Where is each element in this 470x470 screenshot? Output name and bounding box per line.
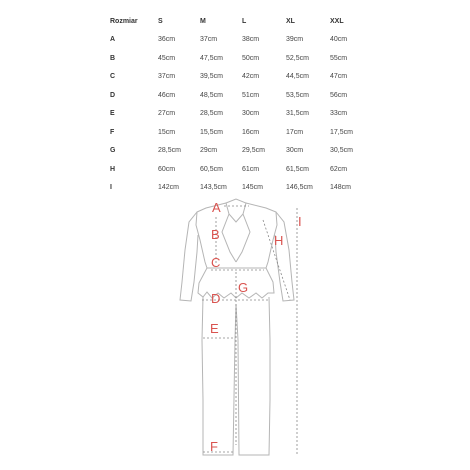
row-label: B bbox=[110, 54, 116, 62]
size-cell: 36cm bbox=[158, 36, 176, 44]
size-cell: 61cm bbox=[242, 165, 260, 173]
size-cell: 17,5cm bbox=[330, 128, 353, 136]
size-cell: 44,5cm bbox=[286, 73, 309, 81]
size-cell: 40cm bbox=[330, 36, 348, 44]
label-e: E bbox=[210, 321, 219, 336]
size-cell: 47cm bbox=[330, 73, 348, 81]
header-cell: Rozmiar bbox=[110, 17, 138, 25]
size-cell: 38cm bbox=[242, 36, 260, 44]
size-cell: 28,5cm bbox=[158, 147, 181, 155]
label-b: B bbox=[211, 227, 220, 242]
label-f: F bbox=[210, 439, 218, 454]
size-cell: 143,5cm bbox=[200, 184, 227, 192]
size-cell: 15cm bbox=[158, 128, 176, 136]
header-cell: M bbox=[200, 17, 206, 25]
size-cell: 45cm bbox=[158, 54, 176, 62]
row-label: G bbox=[110, 147, 116, 155]
size-cell: 37cm bbox=[158, 73, 176, 81]
size-cell: 29,5cm bbox=[242, 147, 265, 155]
row-label: E bbox=[110, 110, 115, 118]
size-cell: 16cm bbox=[242, 128, 260, 136]
size-cell: 29cm bbox=[200, 147, 218, 155]
size-cell: 39cm bbox=[286, 36, 304, 44]
label-c: C bbox=[211, 255, 221, 270]
size-cell: 28,5cm bbox=[200, 110, 223, 118]
size-cell: 27cm bbox=[158, 110, 176, 118]
row-label: C bbox=[110, 73, 116, 81]
size-cell: 146,5cm bbox=[286, 184, 313, 192]
row-label: D bbox=[110, 91, 116, 99]
collar-outline bbox=[226, 199, 246, 222]
size-cell: 60cm bbox=[158, 165, 176, 173]
label-d: D bbox=[211, 291, 221, 306]
size-cell: 17cm bbox=[286, 128, 304, 136]
row-label: H bbox=[110, 165, 116, 173]
label-g: G bbox=[238, 280, 249, 295]
size-cell: 50cm bbox=[242, 54, 260, 62]
size-cell: 31,5cm bbox=[286, 110, 309, 118]
label-a: A bbox=[212, 200, 221, 215]
size-cell: 148cm bbox=[330, 184, 352, 192]
size-cell: 15,5cm bbox=[200, 128, 223, 136]
left-sleeve-outline bbox=[180, 212, 198, 301]
size-cell: 47,5cm bbox=[200, 54, 223, 62]
size-cell: 142cm bbox=[158, 184, 180, 192]
size-cell: 60,5cm bbox=[200, 165, 223, 173]
size-cell: 61,5cm bbox=[286, 165, 309, 173]
label-i: I bbox=[298, 214, 302, 229]
header-cell: XL bbox=[286, 17, 295, 25]
header-cell: S bbox=[158, 17, 163, 25]
row-label: F bbox=[110, 128, 115, 136]
header-cell: L bbox=[242, 17, 247, 25]
size-cell: 30cm bbox=[286, 147, 304, 155]
row-label: A bbox=[110, 36, 116, 44]
size-cell: 46cm bbox=[158, 91, 176, 99]
size-cell: 39,5cm bbox=[200, 73, 223, 81]
size-cell: 30cm bbox=[242, 110, 260, 118]
size-cell: 33cm bbox=[330, 110, 348, 118]
size-cell: 42cm bbox=[242, 73, 260, 81]
header-cell: XXL bbox=[330, 17, 344, 25]
size-cell: 53,5cm bbox=[286, 91, 309, 99]
size-cell: 30,5cm bbox=[330, 147, 353, 155]
size-cell: 145cm bbox=[242, 184, 264, 192]
right-sleeve-outline bbox=[275, 212, 294, 301]
size-cell: 37cm bbox=[200, 36, 218, 44]
size-cell: 55cm bbox=[330, 54, 348, 62]
trousers-outline bbox=[202, 297, 236, 455]
row-label: I bbox=[110, 184, 112, 192]
label-h: H bbox=[274, 233, 284, 248]
size-cell: 62cm bbox=[330, 165, 348, 173]
size-cell: 52,5cm bbox=[286, 54, 309, 62]
size-cell: 51cm bbox=[242, 91, 260, 99]
size-cell: 56cm bbox=[330, 91, 348, 99]
size-cell: 48,5cm bbox=[200, 91, 223, 99]
